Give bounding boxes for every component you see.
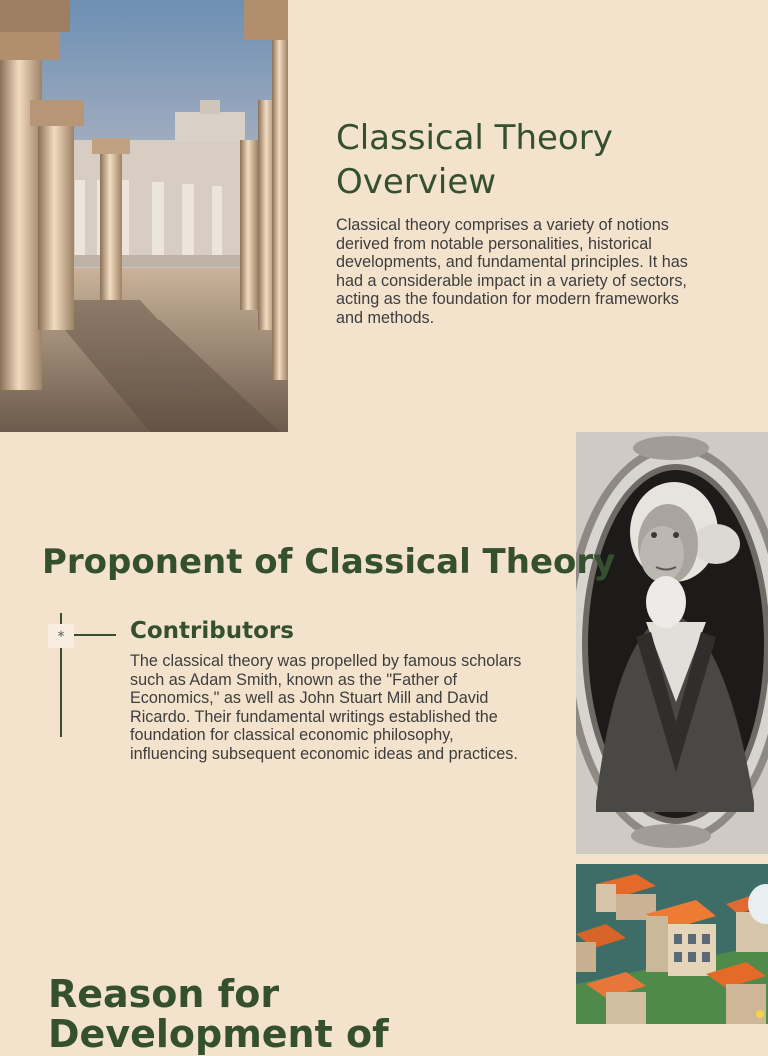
proponent-title: Proponent of Classical Theory [42, 542, 616, 582]
timeline-marker: * [48, 624, 74, 648]
overview-title: Classical Theory Overview [336, 118, 613, 202]
overview-body: Classical theory comprises a variety of notions derived from notable personalities, historical developments, and fundamental principles. It has had a considerable impact in a variety of sectors, acting as the foundation for modern frameworks and methods. [336, 216, 688, 327]
portrait-image [576, 432, 768, 854]
colonnade-image [0, 0, 288, 432]
contributors-body: The classical theory was propelled by famous scholars such as Adam Smith, known as the "Father of Economics," as well as John Stuart Mill and David Ricardo. Their fundamental writings established the foundation for classical economic philosophy, influencing subsequent economic ideas and practices. [130, 652, 522, 763]
timeline-connector [74, 634, 116, 636]
contributors-heading: Contributors [130, 618, 294, 644]
development-title: Reason for Development of [48, 972, 389, 1056]
city-image [576, 864, 768, 1024]
